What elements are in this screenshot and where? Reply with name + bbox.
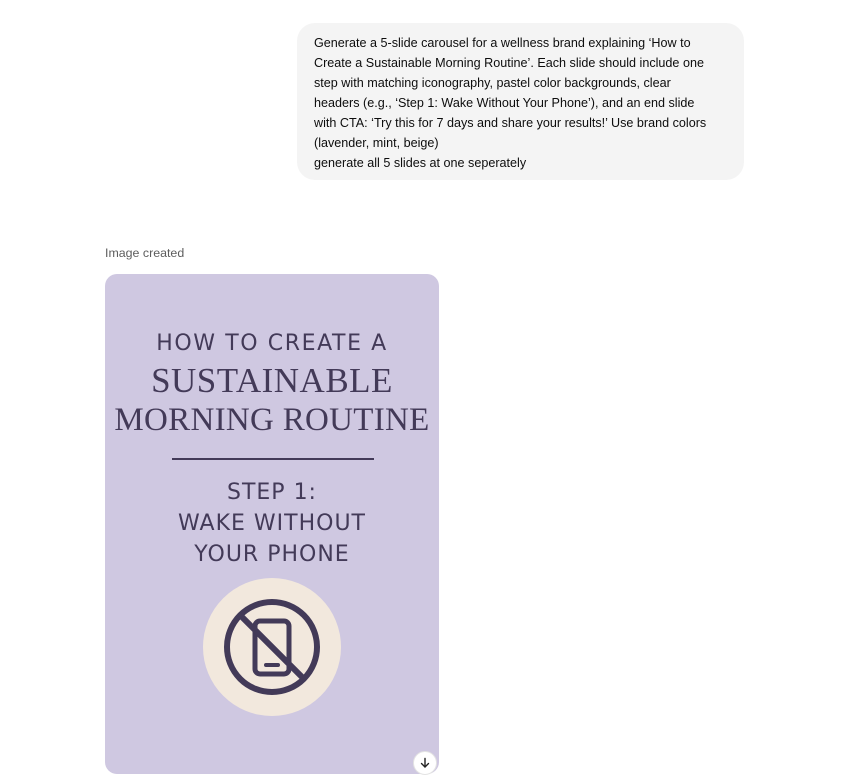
user-message-line: Create a Sustainable Morning Routine’. Each slide should include one <box>314 56 704 70</box>
slide-divider <box>172 458 374 460</box>
user-message-line: Generate a 5-slide carousel for a wellness brand explaining ‘How to <box>314 36 691 50</box>
generated-image-slide[interactable] <box>105 274 439 774</box>
slide-step-number: STEP 1: <box>227 480 317 505</box>
user-message-line: step with matching iconography, pastel color backgrounds, clear <box>314 76 671 90</box>
slide-step-line2: WAKE WITHOUT <box>178 511 366 536</box>
icon-badge <box>203 578 341 716</box>
user-message-line: (lavender, mint, beige) <box>314 136 439 150</box>
user-message-line: with CTA: ‘Try this for 7 days and share your results!’ Use brand colors <box>314 116 707 130</box>
user-message-line: generate all 5 slides at one seperately <box>314 156 527 170</box>
slide-step-line3: YOUR PHONE <box>194 542 350 567</box>
slide-title-line1: HOW TO CREATE A <box>156 331 388 356</box>
no-phone-icon <box>203 578 341 716</box>
user-message-line: headers (e.g., ‘Step 1: Wake Without Your Phone’), and an end slide <box>314 96 695 110</box>
download-arrow-icon <box>419 757 431 769</box>
user-message-bubble <box>297 23 744 180</box>
slide-title-line3: MORNING ROUTINE <box>114 402 430 438</box>
slide-title-line2: SUSTAINABLE <box>151 361 393 400</box>
image-created-label: Image created <box>105 246 185 260</box>
download-button[interactable] <box>413 751 437 775</box>
